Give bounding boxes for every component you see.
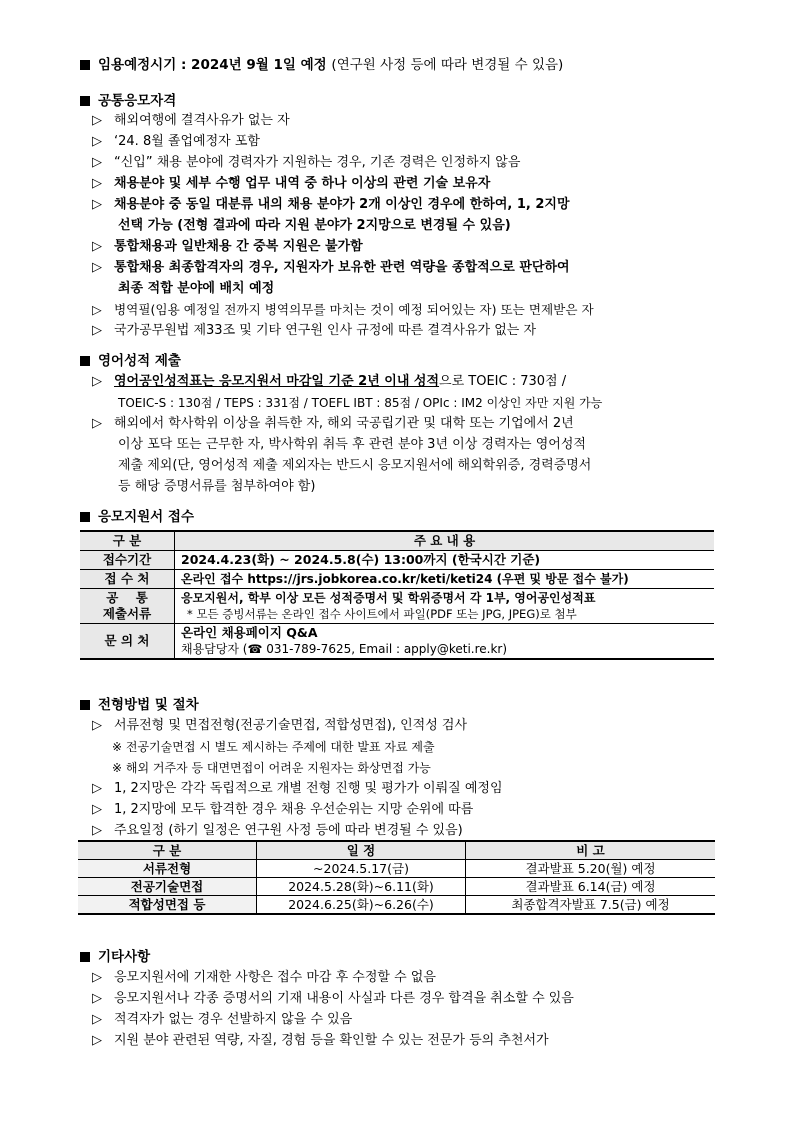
- other-item-2: [92, 990, 574, 1008]
- common-item-7: [92, 259, 570, 277]
- triangle-bullet-icon: ▷: [92, 802, 102, 817]
- row-label: 접수기간: [80, 551, 175, 570]
- common-item-5: [92, 196, 570, 214]
- triangle-bullet-icon: ▷: [92, 991, 102, 1006]
- square-bullet-icon: [80, 356, 90, 366]
- common-item-text: 통합채용과 일반채용 간 중복 지원은 불가함: [114, 239, 363, 254]
- common-item-text: 채용분야 중 동일 대분류 내의 채용 분야가 2개 이상인 경우에 한하여, 1, 2지망: [114, 197, 570, 212]
- english-item-2-cont2: 제출 제외(단, 영어성적 제출 제외자는 반드시 응모지원서에 해외학위증, 경력증명서: [118, 458, 592, 473]
- common-item-8: [92, 301, 594, 319]
- row-label-line2: 제출서류: [102, 606, 152, 621]
- common-item-text: 채용분야 및 세부 수행 업무 내역 중 하나 이상의 관련 기술 보유자: [114, 176, 491, 191]
- process-heading: [80, 696, 199, 714]
- application-heading: [80, 508, 194, 526]
- header-category: 구 분: [78, 841, 257, 860]
- row-value-sub: 채용담당자 (☎ 031-789-7625, Email : apply@keti.re.kr): [181, 642, 508, 656]
- application-table: [80, 530, 714, 660]
- english-item-1-cont: TOEIC-S : 130점 / TEPS : 331점 / TOEFL IBT : 85점 / OPIc : IM2 이상인 자만 지원 가능: [118, 396, 603, 410]
- square-bullet-icon: [80, 952, 90, 962]
- schedule-label: 임용예정시기 : 2024년 9월 1일 예정: [98, 57, 327, 73]
- header-content: 주 요 내 용: [175, 531, 715, 551]
- application-title: 응모지원서 접수: [98, 509, 194, 525]
- square-bullet-icon: [80, 512, 90, 522]
- row-value: [175, 589, 715, 624]
- square-bullet-icon: [80, 60, 90, 70]
- common-item-text: ‘24. 8월 졸업예정자 포함: [114, 134, 260, 149]
- row-value: 2024.4.23(화) ~ 2024.5.8(수) 13:00까지 (한국시간 기준): [175, 551, 715, 570]
- common-item-3: [92, 154, 520, 172]
- table-row: [80, 551, 714, 570]
- triangle-bullet-icon: ▷: [92, 1033, 102, 1048]
- row-date: ~2024.5.17(금): [257, 860, 466, 878]
- triangle-bullet-icon: ▷: [92, 134, 102, 149]
- process-item-3: [92, 801, 473, 819]
- row-date: 2024.6.25(화)~6.26(수): [257, 896, 466, 915]
- other-item-1: [92, 969, 436, 987]
- common-item-6: [92, 238, 363, 256]
- table-header-row: [78, 841, 715, 860]
- other-item-text: 지원 분야 관련된 역량, 자질, 경험 등을 확인할 수 있는 전문가 등의 추천서가: [114, 1033, 549, 1048]
- common-item-text: 최종 적합 분야에 배치 예정: [118, 281, 275, 296]
- triangle-bullet-icon: ▷: [92, 176, 102, 191]
- english-item-1: [92, 373, 566, 391]
- process-item-2: [92, 780, 503, 798]
- other-heading: [80, 948, 150, 966]
- process-note-2: ※ 해외 거주자 등 대면면접이 어려운 지원자는 화상면접 가능: [112, 761, 431, 775]
- table-row: [80, 624, 714, 660]
- english-item-2-cont3: 등 해당 증명서류를 첨부하여야 함): [118, 479, 316, 494]
- common-item-1: [92, 112, 290, 130]
- triangle-bullet-icon: ▷: [92, 239, 102, 254]
- row-value-sub: * 모든 증빙서류는 온라인 접수 사이트에서 파일(PDF 또는 JPG, JPEG)로 첨부: [187, 607, 577, 621]
- process-item-4: [92, 822, 463, 840]
- process-item-text: 1, 2지망은 각각 독립적으로 개별 전형 진행 및 평가가 이뤄질 예정임: [114, 781, 503, 796]
- row-stage: 전공기술면접: [78, 878, 257, 896]
- common-item-text: 병역필(임용 예정일 전까지 병역의무를 마치는 것이 예정 되어있는 자) 또는 면제받은 자: [114, 302, 594, 317]
- triangle-bullet-icon: ▷: [92, 155, 102, 170]
- table-row: [80, 570, 714, 589]
- row-label-line1: 공 통: [106, 590, 148, 605]
- common-item-text: 선택 가능 (전형 결과에 따라 지원 분야가 2지망으로 변경될 수 있음): [118, 218, 511, 233]
- process-item-1: [92, 717, 467, 735]
- triangle-bullet-icon: ▷: [92, 718, 102, 733]
- row-stage: 적합성면접 등: [78, 896, 257, 915]
- triangle-bullet-icon: ▷: [92, 323, 102, 338]
- square-bullet-icon: [80, 96, 90, 106]
- table-row: [78, 860, 715, 878]
- row-note: 결과발표 5.20(월) 예정: [466, 860, 716, 878]
- english-item2-text: 해외에서 학사학위 이상을 취득한 자, 해외 국공립기관 및 대학 또는 기업에서 2년: [114, 416, 574, 431]
- triangle-bullet-icon: ▷: [92, 1012, 102, 1027]
- common-item-2: [92, 133, 260, 151]
- row-date: 2024.5.28(화)~6.11(화): [257, 878, 466, 896]
- process-item-text: 1, 2지망에 모두 합격한 경우 채용 우선순위는 지망 순위에 따름: [114, 802, 474, 817]
- triangle-bullet-icon: ▷: [92, 970, 102, 985]
- other-item-text: 적격자가 없는 경우 선발하지 않을 수 있음: [114, 1012, 353, 1027]
- english-heading: [80, 352, 181, 370]
- triangle-bullet-icon: ▷: [92, 823, 102, 838]
- triangle-bullet-icon: ▷: [92, 113, 102, 128]
- row-value: [175, 624, 715, 660]
- table-header-row: [80, 531, 714, 551]
- common-item-text: 해외여행에 결격사유가 없는 자: [114, 113, 290, 128]
- header-note: 비 고: [466, 841, 716, 860]
- row-stage: 서류전형: [78, 860, 257, 878]
- row-value: 온라인 접수 https://jrs.jobkorea.co.kr/keti/keti24 (우편 및 방문 접수 불가): [175, 570, 715, 589]
- english-title: 영어성적 제출: [98, 353, 181, 369]
- common-item-9: [92, 322, 536, 340]
- row-note: 최종합격자발표 7.5(금) 예정: [466, 896, 716, 915]
- common-item-4: [92, 175, 490, 193]
- triangle-bullet-icon: ▷: [92, 416, 102, 431]
- table-row: [78, 896, 715, 915]
- row-note: 결과발표 6.14(금) 예정: [466, 878, 716, 896]
- common-item-5-cont: [118, 217, 511, 235]
- header-category: 구 분: [80, 531, 175, 551]
- schedule-line: [80, 56, 563, 74]
- process-item-text: 서류전형 및 면접전형(전공기술면접, 적합성면접), 인적성 검사: [114, 718, 468, 733]
- process-note-1: ※ 전공기술면접 시 별도 제시하는 주제에 대한 발표 자료 제출: [112, 740, 435, 754]
- header-date: 일 정: [257, 841, 466, 860]
- table-row: [80, 589, 714, 624]
- triangle-bullet-icon: ▷: [92, 197, 102, 212]
- process-title: 전형방법 및 절차: [98, 697, 199, 713]
- common-title: 공통응모자격: [98, 93, 177, 109]
- triangle-bullet-icon: ▷: [92, 374, 102, 389]
- other-item-3: [92, 1011, 352, 1029]
- row-value-main: 응모지원서, 학부 이상 모든 성적증명서 및 학위증명서 각 1부, 영어공인성적표: [181, 591, 596, 605]
- row-label: 문 의 처: [80, 624, 175, 660]
- common-heading: [80, 92, 176, 110]
- english-item-2-cont1: 이상 포닥 또는 근무한 자, 박사학위 취득 후 관련 분야 3년 이상 경력자는 영어성적: [118, 437, 586, 452]
- other-item-text: 응모지원서에 기재한 사항은 접수 마감 후 수정할 수 없음: [114, 970, 436, 985]
- common-item-text: “신입” 채용 분야에 경력자가 지원하는 경우, 기존 경력은 인정하지 않음: [114, 155, 521, 170]
- row-value-main: 온라인 채용페이지 Q&A: [181, 625, 318, 640]
- english-item1-rest: 으로 TOEIC : 730점 /: [439, 374, 567, 389]
- table-row: [78, 878, 715, 896]
- common-item-text: 통합채용 최종합격자의 경우, 지원자가 보유한 관련 역량을 종합적으로 판단하여: [114, 260, 570, 275]
- other-title: 기타사항: [98, 949, 151, 965]
- schedule-table: [78, 840, 715, 915]
- english-item-2: [92, 415, 574, 433]
- row-label: [80, 589, 175, 624]
- process-item-text: 주요일정 (하기 일정은 연구원 사정 등에 따라 변경될 수 있음): [114, 823, 463, 838]
- english-item1-bold: 영어공인성적표는 응모지원서 마감일 기준 2년 이내 성적: [114, 374, 440, 389]
- common-item-7-cont: [118, 280, 274, 298]
- other-item-4: [92, 1032, 549, 1050]
- triangle-bullet-icon: ▷: [92, 260, 102, 275]
- triangle-bullet-icon: ▷: [92, 302, 102, 317]
- schedule-note: (연구원 사정 등에 따라 변경될 수 있음): [331, 57, 564, 73]
- common-item-text: 국가공무원법 제33조 및 기타 연구원 인사 규정에 따른 결격사유가 없는 자: [114, 323, 537, 338]
- square-bullet-icon: [80, 700, 90, 710]
- triangle-bullet-icon: ▷: [92, 781, 102, 796]
- row-label: 접 수 처: [80, 570, 175, 589]
- other-item-text: 응모지원서나 각종 증명서의 기재 내용이 사실과 다른 경우 합격을 취소할 수 있음: [114, 991, 574, 1006]
